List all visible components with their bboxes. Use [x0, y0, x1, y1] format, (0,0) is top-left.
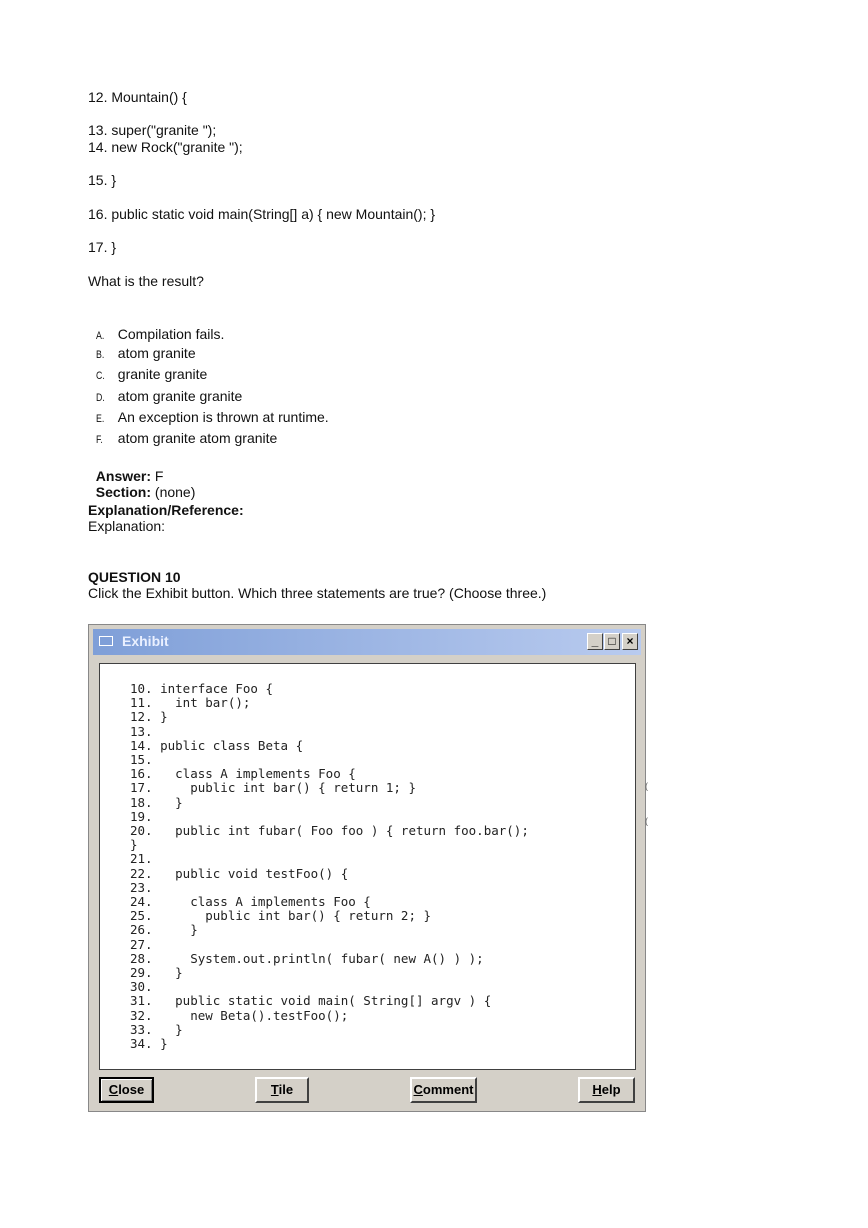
option-text: atom granite granite: [117, 388, 243, 404]
option-letter: F.: [95, 434, 103, 446]
option-text: granite granite: [117, 366, 208, 382]
option-text: Compilation fails.: [117, 326, 225, 342]
comment-label-rest: omment: [422, 1082, 474, 1097]
option-f: [88, 413, 277, 449]
answer-label: Answer:: [95, 468, 152, 484]
close-window-button[interactable]: ×: [622, 633, 638, 650]
option-letter: B.: [95, 349, 105, 361]
code-line-13: 13. super("granite ");: [88, 122, 217, 138]
code-line-12: 12. Mountain() {: [88, 89, 187, 105]
option-letter: D.: [95, 392, 105, 404]
tile-label-rest: ile: [278, 1082, 294, 1097]
explanation-heading: Explanation/Reference:: [88, 502, 244, 518]
option-text: atom granite: [117, 345, 196, 361]
option-letter: E.: [95, 413, 105, 425]
tile-accesskey: T: [270, 1082, 279, 1097]
option-text: atom granite atom granite: [117, 430, 278, 446]
comment-accesskey: C: [413, 1082, 423, 1097]
code-line-14: 14. new Rock("granite ");: [88, 139, 243, 155]
close-accesskey: C: [108, 1082, 119, 1097]
section-value: (none): [151, 484, 196, 500]
section-line: [88, 467, 195, 501]
maximize-button[interactable]: □: [604, 633, 620, 650]
help-accesskey: H: [592, 1082, 602, 1097]
section-label: Section:: [95, 484, 152, 500]
margin-mark: (: [645, 781, 648, 791]
margin-mark: (: [645, 816, 648, 826]
option-letter: A.: [95, 330, 105, 342]
close-button[interactable]: [99, 1077, 154, 1103]
tile-button[interactable]: [255, 1077, 309, 1103]
help-label-rest: elp: [601, 1082, 621, 1097]
exhibit-code: 10. interface Foo { 11. int bar(); 12. } 13. 14. public class Beta { 15. 16. class A implements Foo { 17. public int bar() { return 1; } 18. } 19. 20. public int fubar( Foo foo ) { return foo.bar(); } 21. 22. public void testFoo() { 23. 24. class A implements Foo { 25. public int bar() { return 2; } 26. } 27. 28. System.out.println( fubar( new A() ) ); 29. } 30. 31. public static void main( String[] argv ) { 32. new Beta().testFoo(); 33. } 34. }: [130, 681, 529, 1052]
question-prompt: What is the result?: [88, 273, 204, 289]
code-line-17: 17. }: [88, 239, 117, 255]
option-text: An exception is thrown at runtime.: [117, 409, 329, 425]
comment-button[interactable]: [410, 1077, 477, 1103]
explanation-text: Explanation:: [88, 518, 166, 534]
exhibit-titlebar[interactable]: [93, 629, 641, 655]
close-label-rest: lose: [118, 1082, 145, 1097]
answer-value: F: [151, 468, 164, 484]
code-line-16: 16. public static void main(String[] a) { new Mountain(); }: [88, 206, 436, 222]
option-letter: C.: [95, 370, 105, 382]
exhibit-window: [88, 624, 646, 1112]
window-icon: [99, 636, 113, 646]
question-text: Click the Exhibit button. Which three statements are true? (Choose three.): [88, 585, 547, 601]
exhibit-title: Exhibit: [122, 633, 169, 649]
minimize-button[interactable]: _: [587, 633, 603, 650]
help-button[interactable]: [578, 1077, 635, 1103]
question-heading: QUESTION 10: [88, 569, 181, 585]
exhibit-code-area[interactable]: [99, 663, 636, 1070]
code-line-15: 15. }: [88, 172, 117, 188]
